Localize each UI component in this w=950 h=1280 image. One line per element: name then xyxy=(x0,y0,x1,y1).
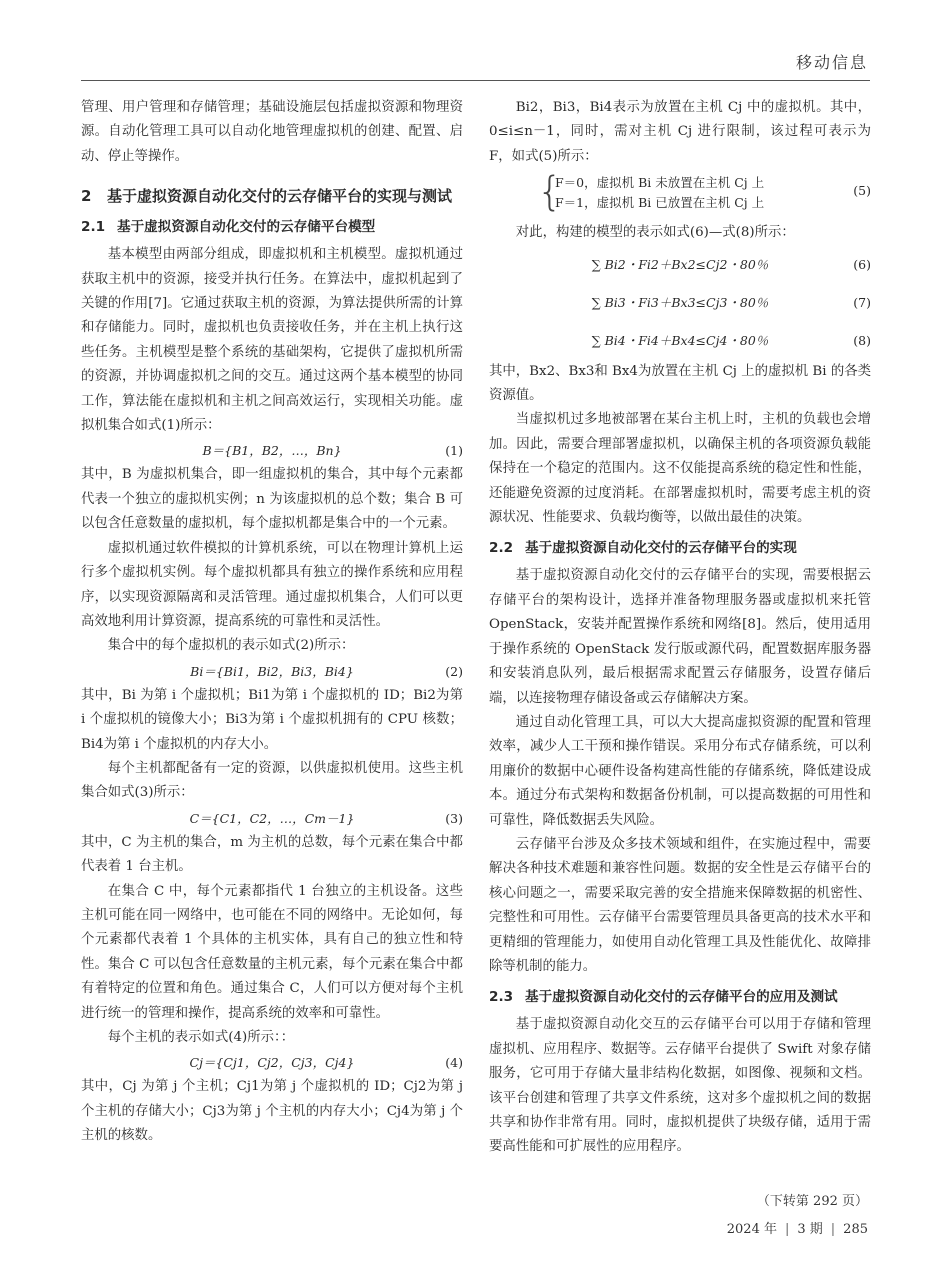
paragraph: 在集合 C 中，每个元素都指代 1 台独立的主机设备。这些主机可能在同一网络中，也可能在不同的网络中。无论如何，每个元素都代表着 1 个具体的主机实体，具有自己的独立性和特性。集合 C 可以包含任意数量的主机元素，每个元素在集合中都有着特定的位置和角色。通过集合 C，人们可以方便对每个主机进行统一的管理和操作，提高系统的效率和可靠性。 xyxy=(81,883,463,1021)
equation-number: (8) xyxy=(853,332,871,348)
paragraph: 基于虚拟资源自动化交互的云存储平台可以用于存储和管理虚拟机、应用程序、数据等。云存储平台提供了 Swift 对象存储服务，它可用于存储大量非结构化数据，如图像、视频和文档。该平台创建和管理了共享文件系统，这对多个虚拟机之间的数据共享和协作非常有用。同时，虚拟机提供了块级存储，适用于需要高性能和可扩展性的应用程序。 xyxy=(489,1017,871,1155)
equation-5 xyxy=(489,169,871,221)
equation-body: ∑ Bi3・Fi3＋Bx3≤Cj3・80％ xyxy=(591,294,769,310)
paragraph: 其中，Bi 为第 i 个虚拟机；Bi1为第 i 个虚拟机的 ID；Bi2为第 i 个虚拟机的镜像大小；Bi3为第 i 个虚拟机拥有的 CPU 核数；Bi4为第 i 个虚拟机的内存大小。 xyxy=(81,687,463,752)
equation-1 xyxy=(81,438,463,463)
paragraph: 其中，Cj 为第 j 个主机；Cj1为第 j 个虚拟机的 ID；Cj2为第 j 个主机的存储大小；Cj3为第 j 个主机的内存大小；Cj4为第 j 个主机的核数。 xyxy=(81,1079,463,1144)
paragraph: 基于虚拟资源自动化交付的云存储平台的实现，需要根据云存储平台的架构设计，选择并准备物理服务器或虚拟机来托管 OpenStack，安装并配置操作系统和网络[8]。然后，使用适用于操作系统的 OpenStack 发行版或源代码，配置数据库服务器和安装消息队列，最后根据需求配置云存储服务，设置存储后端，以连接物理存储设备或云存储解决方案。 xyxy=(489,568,871,706)
subsection-number: 2.3 xyxy=(489,989,514,1006)
section-number: 2 xyxy=(81,187,92,206)
equation-8 xyxy=(489,322,871,360)
subsection-number: 2.1 xyxy=(81,219,106,236)
footer-year: 2024 年 xyxy=(726,1222,777,1237)
separator: | xyxy=(784,1222,790,1237)
paragraph: 其中，Bx2、Bx3和 Bx4为放置在主机 Cj 上的虚拟机 Bi 的各类资源值。 xyxy=(489,363,871,404)
subsection-heading-2-3 xyxy=(489,985,871,1009)
subsection-title: 基于虚拟资源自动化交付的云存储平台模型 xyxy=(117,219,376,236)
equation-case-line: F＝1，虚拟机 Bi 已放置在主机 Cj 上 xyxy=(555,195,765,211)
equation-case-line: F＝0，虚拟机 Bi 未放置在主机 Cj 上 xyxy=(555,175,765,191)
equation-number: (3) xyxy=(445,810,463,826)
paragraph: 通过自动化管理工具，可以大大提高虚拟资源的配置和管理效率，减少人工干预和操作错误。采用分布式存储系统，可以利用廉价的数据中心硬件设备构建高性能的存储系统，降低建设成本。通过分布式架构和数据备份机制，可以提高数据的可用性和可靠性，降低数据丢失风险。 xyxy=(489,714,871,828)
paragraph: 其中，C 为主机的集合，m 为主机的总数，每个元素在集合中都代表着 1 台主机。 xyxy=(81,834,463,875)
equation-number: (2) xyxy=(445,663,463,679)
subsection-title: 基于虚拟资源自动化交付的云存储平台的实现 xyxy=(525,540,797,557)
equation-body: ∑ Bi2・Fi2＋Bx2≤Cj2・80％ xyxy=(591,256,769,272)
footer-issue: 3 期 xyxy=(797,1222,823,1237)
equation-body: ∑ Bi4・Fi4＋Bx4≤Cj4・80％ xyxy=(591,332,769,348)
paragraph: 每个主机的表示如式(4)所示：： xyxy=(107,1030,295,1045)
page-footer xyxy=(727,1218,868,1237)
equation-body: B＝{B1，B2，…，Bn} xyxy=(202,443,342,459)
equation-number: (5) xyxy=(853,183,871,199)
subsection-title: 基于虚拟资源自动化交付的云存储平台的应用及测试 xyxy=(525,989,838,1006)
paragraph: 管理、用户管理和存储管理；基础设施层包括虚拟资源和物理资源。自动化管理工具可以自动化地管理虚拟机的创建、配置、启动、停止等操作。 xyxy=(81,100,463,164)
equation-number: (7) xyxy=(853,294,871,310)
paragraph: 基本模型由两部分组成，即虚拟机和主机模型。虚拟机通过获取主机中的资源，接受并执行任务。在算法中，虚拟机起到了关键的作用[7]。它通过获取主机的资源，为算法提供所需的计算和存储能力。同时，虚拟机也负责接收任务，并在主机上执行这些任务。主机模型是整个系统的基础架构，它提供了虚拟机所需的资源，并协调虚拟机之间的交互。通过这两个基本模型的协同工作，算法能在虚拟机和主机之间高效运行，实现相关功能。虚拟机集合如式(1)所示： xyxy=(81,247,463,434)
equation-body: Cj＝{Cj1，Cj2，Cj3，Cj4} xyxy=(189,1055,355,1071)
paragraph: Bi2，Bi3，Bi4表示为放置在主机 Cj 中的虚拟机。其中，0≤i≤n－1，同时，需对主机 Cj 进行限制，该过程可表示为 F，如式(5)所示： xyxy=(489,100,871,164)
equation-3 xyxy=(81,806,463,831)
paragraph: 虚拟机通过软件模拟的计算机系统，可以在物理计算机上运行多个虚拟机实例。每个虚拟机都具有独立的操作系统和应用程序，以实现资源隔离和灵活管理。通过虚拟机集合，人们可以更高效地利用计算资源，提高系统的可靠性和灵活性。 xyxy=(81,540,463,629)
left-column xyxy=(81,96,463,1149)
equation-4 xyxy=(81,1050,463,1075)
equation-number: (6) xyxy=(853,256,871,272)
header-divider xyxy=(81,80,870,81)
journal-title: 移动信息 xyxy=(795,53,868,72)
paragraph: 对此，构建的模型的表示如式(6)—式(8)所示： xyxy=(515,225,795,241)
equation-number: (4) xyxy=(445,1055,463,1071)
equation-number: (1) xyxy=(445,443,463,459)
left-brace-icon: { xyxy=(537,169,563,216)
continued-note: （下转第 292 页） xyxy=(756,1194,868,1209)
subsection-heading-2-1 xyxy=(81,215,463,239)
paragraph: 云存储平台涉及众多技术领域和组件，在实施过程中，需要解决各种技术难题和兼容性问题。数据的安全性是云存储平台的核心问题之一，需要采取完善的安全措施来保障数据的机密性、完整性和可用性。云存储平台需要管理员具备更高的技术水平和更精细的管理能力，如使用自动化管理工具及性能优化、故障排除等机制的能力。 xyxy=(489,836,871,974)
paragraph: 集合中的每个虚拟机的表示如式(2)所示： xyxy=(107,638,355,654)
equation-cases xyxy=(555,173,764,213)
separator: | xyxy=(830,1222,836,1237)
page-number: 285 xyxy=(843,1222,868,1237)
subsection-number: 2.2 xyxy=(489,540,514,557)
subsection-heading-2-2 xyxy=(489,536,871,560)
paragraph: 每个主机都配备有一定的资源，以供虚拟机使用。这些主机集合如式(3)所示： xyxy=(81,760,463,801)
paragraph: 其中，B 为虚拟机集合，即一组虚拟机的集合，其中每个元素都代表一个独立的虚拟机实例；n 为该虚拟机的总个数；集合 B 可以包含任意数量的虚拟机，每个虚拟机都是集合中的一个元素。 xyxy=(81,467,463,532)
section-heading-2 xyxy=(81,183,463,209)
equation-6 xyxy=(489,246,871,284)
equation-body: Bi＝{Bi1，Bi2，Bi3，Bi4} xyxy=(190,663,354,679)
equation-body: C＝{C1，C2，…，Cm－1} xyxy=(189,810,355,826)
right-column xyxy=(489,96,871,1160)
paragraph: 当虚拟机过多地被部署在某台主机上时，主机的负载也会增加。因此，需要合理部署虚拟机，以确保主机的各项资源负载能保持在一个稳定的范围内。这不仅能提高系统的稳定性和性能，还能避免资源的过度消耗。在部署虚拟机时，需要考虑主机的资源状况、性能要求、负载均衡等，以做出最佳的决策。 xyxy=(489,412,871,526)
equation-2 xyxy=(81,659,463,684)
section-title: 基于虚拟资源自动化交付的云存储平台的实现与测试 xyxy=(107,187,453,206)
equation-7 xyxy=(489,284,871,322)
